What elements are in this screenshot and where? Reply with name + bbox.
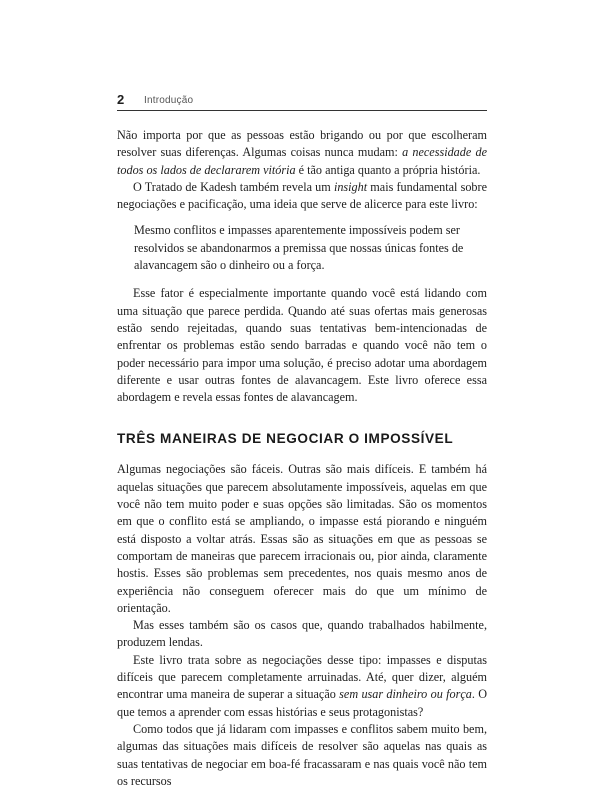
paragraph-6-emphasis: sem usar dinheiro ou força [339, 687, 472, 702]
running-title: Introdução [144, 95, 194, 106]
block-quote [134, 222, 487, 274]
paragraph-2-text-a: O Tratado de Kadesh também revela um [133, 179, 334, 194]
page-body [117, 127, 487, 790]
block-quote-text: Mesmo conflitos e impasses aparentemente impossíveis podem ser resolvidos se abandonarmos a premissa que nossas únicas fontes de alavancagem são o dinheiro ou a força. [134, 223, 464, 273]
running-header [117, 92, 487, 111]
paragraph-1-text-b: é tão antiga quanto a própria história. [295, 162, 481, 177]
paragraph-1-emphasis: a necessidade de todos os lados de declararem vitória [117, 145, 488, 177]
paragraph-6-text-a: Este livro trata sobre as negociações desse tipo: impasses e disputas difíceis que parecem completamente arruinadas. Até, quer dizer, alguém encontrar uma maneira de superar a situação [117, 652, 487, 702]
paragraph-4: Algumas negociações são fáceis. Outras são mais difíceis. E também há aquelas situações que parecem absolutamente impossíveis, aquelas em que você não tem muito poder e suas opções são limitadas. São os momentos em que o conflito está se ampliando, o impasse está piorando e ninguém está disposto a voltar atrás. Essas são as situações em que as pessoas se comportam de maneiras que parecem irracionais ou, pior ainda, claramente hostis. Esses são problemas sem precedentes, nos quais mesmo anos de experiência não conseguem oferecer mais do que um mínimo de orientação. [117, 462, 487, 615]
paragraph-2-text-b: mais fundamental sobre negociações e pacificação, uma ideia que serve de alicerce para este livro: [117, 179, 487, 212]
paragraph-5: Mas esses também são os casos que, quando trabalhados habilmente, produzem lendas. [117, 618, 487, 650]
paragraph-1-text-a: Não importa por que as pessoas estão brigando ou por que escolheram resolver suas diferenças. Algumas coisas nunca mudam: [117, 128, 487, 160]
page-number: 2 [117, 92, 125, 107]
paragraph-1 [117, 127, 487, 179]
paragraph-2 [117, 179, 487, 214]
paragraph-7: Como todos que já lidaram com impasses e conflitos sabem muito bem, algumas das situações mais difíceis de resolver são aquelas nas quais as suas tentativas de negociar em boa-fé fracassaram e nas quais você não tem os recursos [117, 721, 487, 788]
section-heading: TRÊS MANEIRAS DE NEGOCIAR O IMPOSSÍVEL [117, 431, 454, 447]
book-page [117, 0, 487, 800]
paragraph-2-emphasis: insight [333, 179, 368, 194]
paragraph-6-text-b: . O que temos a aprender com essas histórias e seus protagonistas? [117, 687, 487, 719]
paragraph-3: Esse fator é especialmente importante quando você está lidando com uma situação que parece perdida. Quando até suas ofertas mais generosas estão sendo rejeitadas, quando suas tentativas bem-intencionadas de enfrentar os problemas estão sendo barradas e quando você não tem o poder necessário para impor uma solução, é preciso adotar uma abordagem diferente e usar outras fontes de alavancagem. Este livro oferece essa abordagem e revela essas fontes de alavancagem. [117, 286, 487, 405]
paragraph-6 [117, 652, 487, 721]
